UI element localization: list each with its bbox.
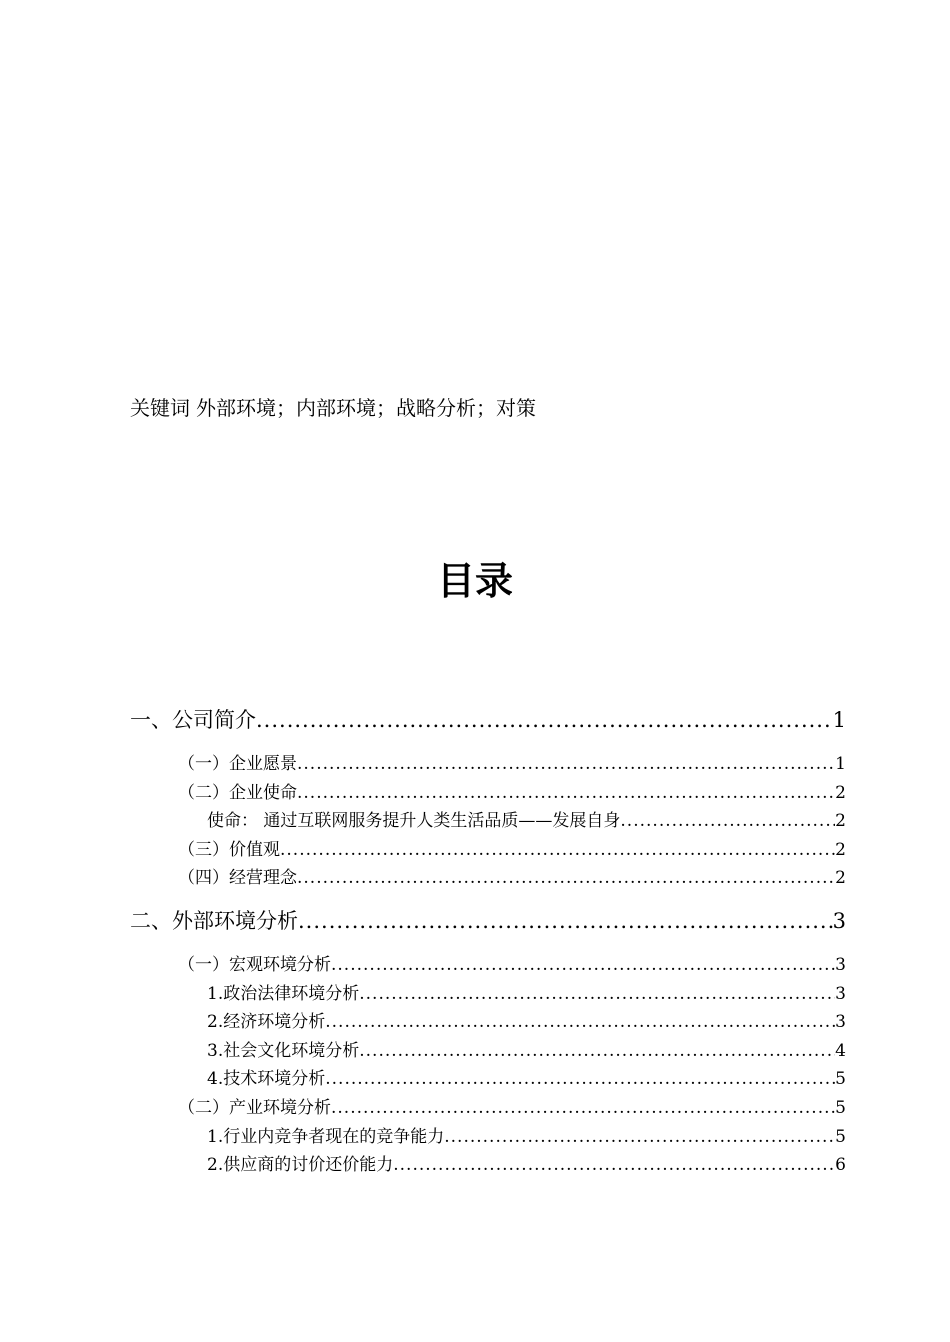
toc-leader-dots — [280, 837, 835, 863]
toc-page-number: 4 — [835, 1041, 846, 1061]
toc-entry-mission-statement[interactable] — [207, 808, 846, 834]
toc-leader-dots — [331, 952, 835, 978]
toc-page-number: 1 — [832, 708, 846, 732]
toc-entry-company-intro[interactable] — [130, 705, 846, 735]
toc-entry-macro-environment[interactable] — [178, 952, 846, 978]
toc-leader-dots — [297, 865, 835, 891]
toc-entry-supplier-power[interactable] — [207, 1152, 846, 1178]
keywords-value: 外部环境；内部环境；战略分析；对策 — [196, 396, 536, 420]
toc-leader-dots — [444, 1124, 835, 1150]
toc-entry-technology[interactable] — [207, 1066, 846, 1092]
toc-page-number: 1 — [835, 754, 846, 774]
toc-entry-label: 2.供应商的讨价还价能力 — [207, 1155, 394, 1175]
toc-page-number: 6 — [835, 1155, 846, 1175]
toc-entry-label: 3.社会文化环境分析 — [207, 1041, 360, 1061]
toc-leader-dots — [325, 1009, 835, 1035]
toc-title: 目录 — [436, 558, 513, 603]
toc-entry-mission[interactable] — [178, 780, 846, 806]
toc-entry-external-analysis[interactable] — [130, 906, 846, 936]
toc-page-number: 5 — [835, 1069, 846, 1089]
toc-page-number: 3 — [835, 984, 846, 1004]
toc-leader-dots — [298, 906, 833, 936]
toc-page-number: 3 — [832, 909, 846, 933]
toc-leader-dots — [325, 1066, 835, 1092]
toc-page-number: 5 — [835, 1098, 846, 1118]
toc-entry-label: （二）企业使命 — [178, 783, 297, 803]
toc-entry-label: （二）产业环境分析 — [178, 1098, 331, 1118]
toc-entry-industry-environment[interactable] — [178, 1095, 846, 1121]
toc-leader-dots — [297, 780, 835, 806]
toc-entry-label: 4.技术环境分析 — [207, 1069, 326, 1089]
toc-leader-dots — [256, 705, 833, 735]
toc-entry-values[interactable] — [178, 837, 846, 863]
toc-entry-label: 1.政治法律环境分析 — [207, 984, 360, 1004]
toc-entry-label: 1.行业内竞争者现在的竞争能力 — [207, 1127, 445, 1147]
toc-entry-label: （三）价值观 — [178, 840, 280, 860]
toc-entry-label: 使命： 通过互联网服务提升人类生活品质——发展自身 — [207, 811, 621, 831]
toc-page-number: 3 — [835, 955, 846, 975]
toc-leader-dots — [359, 1038, 835, 1064]
toc-page-number: 2 — [835, 840, 846, 860]
toc-entry-sociocultural[interactable] — [207, 1038, 846, 1064]
toc-entry-label: 二、外部环境分析 — [130, 909, 298, 933]
toc-entry-vision[interactable] — [178, 751, 846, 777]
toc-entry-label: （一）企业愿景 — [178, 754, 297, 774]
toc-entry-label: 2.经济环境分析 — [207, 1012, 326, 1032]
toc-page-number: 3 — [835, 1012, 846, 1032]
toc-page-number: 2 — [835, 811, 846, 831]
toc-page-number: 2 — [835, 783, 846, 803]
keywords-label: 关键词 — [130, 396, 190, 420]
toc-entry-label: （四）经营理念 — [178, 868, 297, 888]
toc-entry-competitors[interactable] — [207, 1124, 846, 1150]
toc-page-number: 2 — [835, 868, 846, 888]
toc-leader-dots — [359, 981, 835, 1007]
toc-leader-dots — [331, 1095, 835, 1121]
toc-page-number: 5 — [835, 1127, 846, 1147]
toc-entry-label: 一、公司简介 — [130, 708, 256, 732]
toc-leader-dots — [393, 1152, 835, 1178]
toc-leader-dots — [297, 751, 835, 777]
toc-leader-dots — [620, 808, 835, 834]
toc-entry-label: （一）宏观环境分析 — [178, 955, 331, 975]
toc-entry-economic[interactable] — [207, 1009, 846, 1035]
toc-entry-political-legal[interactable] — [207, 981, 846, 1007]
toc-entry-business-philosophy[interactable] — [178, 865, 846, 891]
